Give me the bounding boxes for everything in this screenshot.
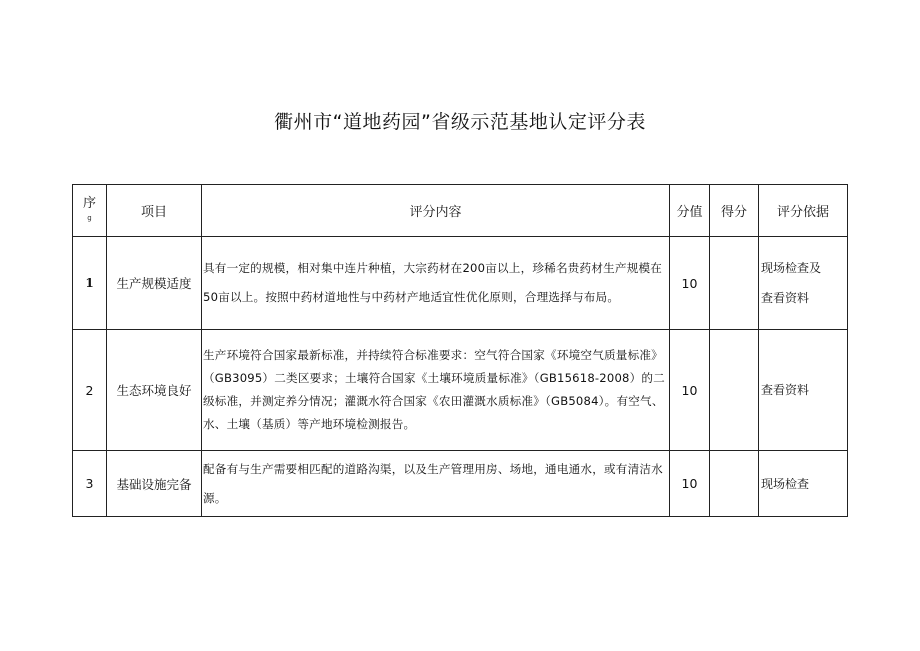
row-content: 配备有与生产需要相匹配的道路沟渠，以及生产管理用房、场地，通电通水，或有清洁水源。 xyxy=(202,451,670,517)
row-basis-line: 现场检查及 xyxy=(761,261,822,275)
table-row xyxy=(73,330,848,451)
row-seq: 3 xyxy=(73,451,107,517)
header-item: 项目 xyxy=(107,185,202,237)
row-earned-cell[interactable] xyxy=(710,330,759,451)
table-row xyxy=(73,451,848,517)
row-content: 具有一定的规模，相对集中连片种植，大宗药材在200亩以上，珍稀名贵药材生产规模在50亩以上。按照中药材道地性与中药材产地适宜性优化原则，合理选择与布局。 xyxy=(202,237,670,330)
header-row xyxy=(73,185,848,237)
row-content: 生产环境符合国家最新标准，并持续符合标准要求：空气符合国家《环境空气质量标准》（GB3095）二类区要求；土壤符合国家《土壤环境质量标准》（GB15618-2008）的二级标准，并测定养分情况；灌溉水符合国家《农田灌溉水质标准》（GB5084）。有空气、水、土壤（基质）等产地环境检测报告。 xyxy=(202,330,670,451)
row-basis xyxy=(759,237,848,330)
row-seq: 2 xyxy=(73,330,107,451)
row-earned-cell[interactable] xyxy=(710,237,759,330)
row-basis-line: 查看资料 xyxy=(761,291,810,305)
page-title: 衢州市“道地药园”省级示范基地认定评分表 xyxy=(274,111,646,133)
header-seq xyxy=(73,185,107,237)
row-basis-line: 现场检查 xyxy=(761,476,810,491)
row-item: 基础设施完备 xyxy=(107,451,202,517)
header-earned: 得分 xyxy=(710,185,759,237)
row-earned-cell[interactable] xyxy=(710,451,759,517)
header-seq-sub: g xyxy=(87,213,92,222)
row-item: 生态环境良好 xyxy=(107,330,202,451)
row-score: 10 xyxy=(670,237,710,330)
header-content: 评分内容 xyxy=(202,185,670,237)
header-basis: 评分依据 xyxy=(759,185,848,237)
row-basis-line: 查看资料 xyxy=(761,383,810,397)
row-score: 10 xyxy=(670,330,710,451)
table-row xyxy=(73,237,848,330)
scoring-table xyxy=(72,184,848,517)
row-basis xyxy=(759,330,848,451)
row-basis xyxy=(759,451,848,517)
header-score: 分值 xyxy=(670,185,710,237)
row-seq: 1 xyxy=(73,237,107,330)
header-seq-label: 序 xyxy=(82,195,96,211)
row-score: 10 xyxy=(670,451,710,517)
row-item: 生产规模适度 xyxy=(107,237,202,330)
